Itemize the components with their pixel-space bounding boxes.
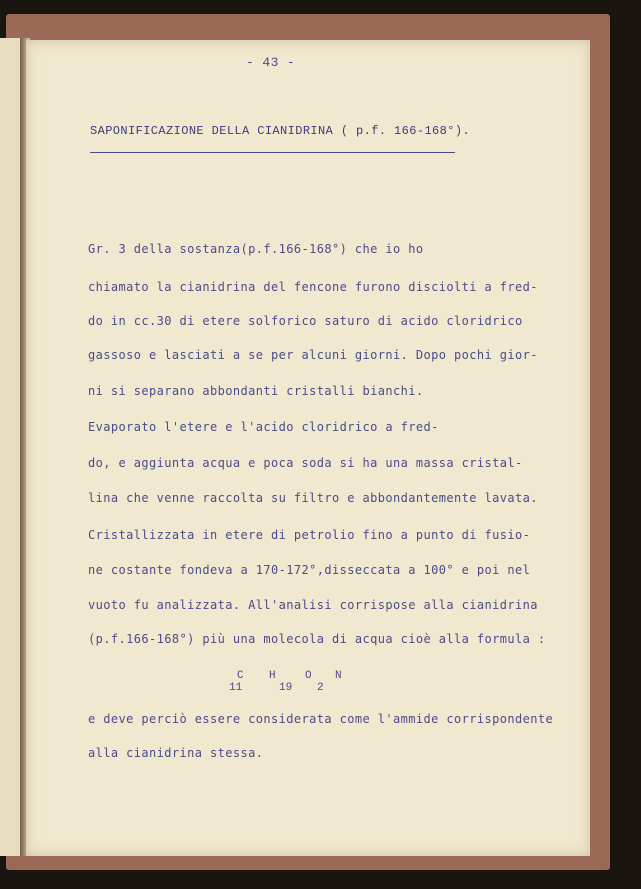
body-line: Evaporato l'etere e l'acido cloridrico a fred- xyxy=(88,420,439,434)
body-line: Gr. 3 della sostanza(p.f.166-168°) che io ho xyxy=(88,242,424,256)
body-line: ne costante fondeva a 170-172°,disseccata a 100° e poi nel xyxy=(88,563,531,577)
body-line: Cristallizzata in etere di petrolio fino a punto di fusio- xyxy=(88,528,531,542)
chemical-formula xyxy=(209,670,342,700)
formula-hydrogen: H xyxy=(269,670,276,682)
page-number: - 43 - xyxy=(246,55,296,70)
formula-oxygen-count: 2 xyxy=(317,682,324,694)
body-line: ni si separano abbondanti cristalli bianchi. xyxy=(88,384,424,398)
formula-nitrogen: N xyxy=(335,670,342,682)
heading-underline xyxy=(90,152,455,153)
body-line: do in cc.30 di etere solforico saturo di acido cloridrico xyxy=(88,314,523,328)
body-line: alla cianidrina stessa. xyxy=(88,746,264,760)
body-line: gassoso e lasciati a se per alcuni giorni. Dopo pochi gior- xyxy=(88,348,538,362)
formula-oxygen: O xyxy=(305,670,312,682)
body-line: do, e aggiunta acqua e poca soda si ha una massa cristal- xyxy=(88,456,523,470)
body-line: chiamato la cianidrina del fencone furono disciolti a fred- xyxy=(88,280,538,294)
section-heading: SAPONIFICAZIONE DELLA CIANIDRINA ( p.f. 166-168°). xyxy=(90,124,471,138)
body-line: (p.f.166-168°) più una molecola di acqua cioè alla formula : xyxy=(88,632,546,646)
typed-page xyxy=(26,40,590,856)
formula-carbon-count: 11 xyxy=(229,682,243,694)
body-line: vuoto fu analizzata. All'analisi corrispose alla cianidrina xyxy=(88,598,538,612)
formula-hydrogen-count: 19 xyxy=(279,682,293,694)
formula-carbon: C xyxy=(237,670,244,682)
body-line: e deve perciò essere considerata come l'ammide corrispondente xyxy=(88,712,554,726)
body-line: lina che venne raccolta su filtro e abbondantemente lavata. xyxy=(88,491,538,505)
